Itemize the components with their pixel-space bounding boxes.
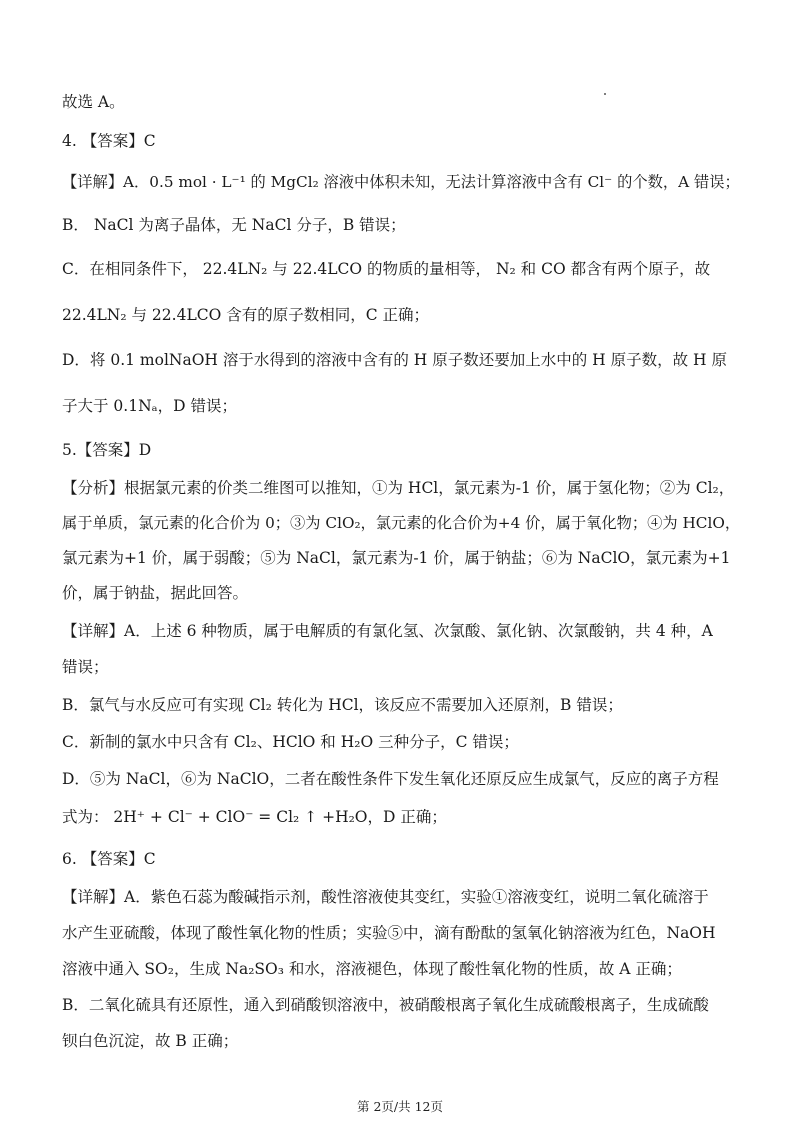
text-line: C．在相同条件下， 22.4LN₂ 与 22.4LCO 的物质的量相等， N₂ 和 CO 都含有两个原子，故 <box>62 260 711 278</box>
text-line: C．新制的氯水中只含有 Cl₂、HClO 和 H₂O 三种分子，C 错误； <box>62 733 519 751</box>
text-line: 故选 A。 <box>62 93 125 111</box>
text-line: 【详解】A．0.5 mol · L⁻¹ 的 MgCl₂ 溶液中体积未知，无法计算溶液中含有 Cl⁻ 的个数，A 错误； <box>62 173 740 191</box>
text-line: 溶液中通入 SO₂，生成 Na₂SO₃ 和水，溶液褪色，体现了酸性氧化物的性质，故 A 正确； <box>62 960 682 978</box>
text-line: 错误； <box>62 658 109 676</box>
text-line: B．二氧化硫具有还原性，通入到硝酸钡溶液中，被硝酸根离子氧化生成硫酸根离子，生成硫酸 <box>62 996 709 1014</box>
page-footer: 第 2页/共 12页 <box>356 1099 444 1114</box>
text-line: 水产生亚硫酸，体现了酸性氧化物的性质；实验⑤中，滴有酚酞的氢氧化钠溶液为红色，NaOH <box>62 924 716 942</box>
text-line: 4. 【答案】C <box>62 132 156 150</box>
text-line: 钡白色沉淀，故 B 正确； <box>62 1032 239 1050</box>
text-line: 式为： 2H⁺ + Cl⁻ + ClO⁻ = Cl₂ ↑ +H₂O，D 正确； <box>62 808 447 826</box>
text-line: 【分析】根据氯元素的价类二维图可以推知，①为 HCl，氯元素为-1 价，属于氢化物；②为 Cl₂， <box>62 479 735 497</box>
text-line: 22.4LN₂ 与 22.4LCO 含有的原子数相同，C 正确； <box>62 306 430 324</box>
text-line: D．⑤为 NaCl，⑥为 NaClO，二者在酸性条件下发生氧化还原反应生成氯气，反应的离子方程 <box>62 770 719 788</box>
text-line: 【详解】A．紫色石蕊为酸碱指示剂，酸性溶液使其变红，实验①溶液变红，说明二氧化硫溶于 <box>62 888 709 906</box>
text-line: 5.【答案】D <box>62 441 152 459</box>
text-line: 子大于 0.1Nₐ，D 错误； <box>62 397 237 415</box>
text-line: B．氯气与水反应可有实现 Cl₂ 转化为 HCl，该反应不需要加入还原剂，B 错误； <box>62 696 623 714</box>
text-line: 【详解】A．上述 6 种物质，属于电解质的有氯化氢、次氯酸、氯化钠、次氯酸钠，共 4 种，A <box>62 622 713 640</box>
text-line: 6. 【答案】C <box>62 850 156 868</box>
text-line: 价，属于钠盐，据此回答。 <box>62 584 249 602</box>
text-line: 属于单质，氯元素的化合价为 0；③为 ClO₂，氯元素的化合价为+4 价，属于氧化物；④为 HClO， <box>62 514 741 532</box>
text-line: 氯元素为+1 价，属于弱酸；⑤为 NaCl，氯元素为-1 价，属于钠盐；⑥为 NaClO，氯元素为+1 <box>62 549 731 567</box>
text-line: D．将 0.1 molNaOH 溶于水得到的溶液中含有的 H 原子数还要加上水中的 H 原子数，故 H 原 <box>62 351 727 369</box>
text-line: B． NaCl 为离子晶体，无 NaCl 分子，B 错误； <box>62 216 406 234</box>
